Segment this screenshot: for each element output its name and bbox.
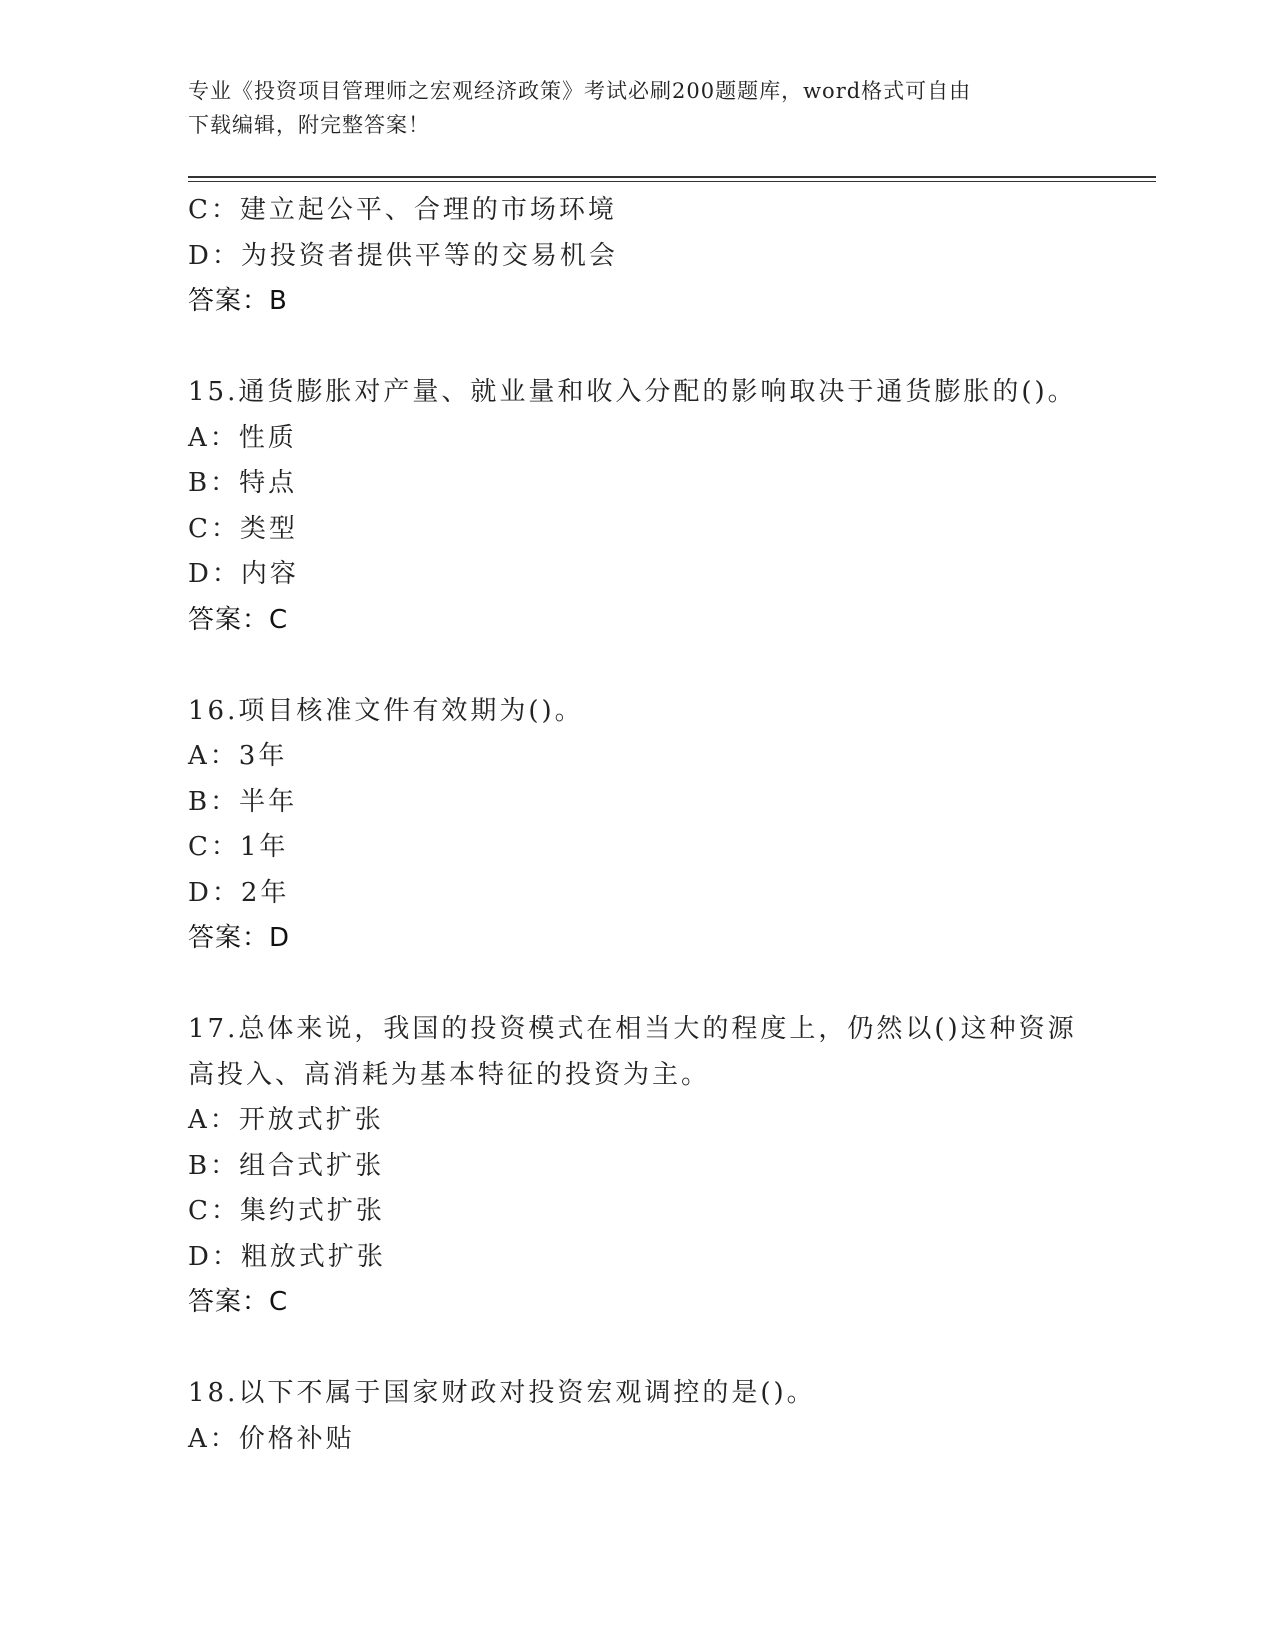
header-line-1: 专业《投资项目管理师之宏观经济政策》考试必刷200题题库，word格式可自由 bbox=[188, 79, 972, 103]
question-stem: 15.通货膨胀对产量、就业量和收入分配的影响取决于通货膨胀的()。 bbox=[188, 377, 1077, 407]
document-header bbox=[188, 74, 1068, 142]
question-17 bbox=[188, 1007, 1088, 1326]
option-d: D：为投资者提供平等的交易机会 bbox=[188, 240, 618, 271]
option-a: A：3年 bbox=[188, 741, 288, 771]
option-b: B：组合式扩张 bbox=[188, 1150, 385, 1181]
question-16 bbox=[188, 689, 1088, 962]
option-c: C：类型 bbox=[188, 513, 298, 544]
header-divider-thin bbox=[188, 181, 1156, 182]
option-b: B：半年 bbox=[188, 786, 298, 817]
answer-line: 答案：C bbox=[188, 604, 289, 635]
option-a: A：性质 bbox=[188, 422, 297, 453]
option-c: C：1年 bbox=[188, 832, 289, 862]
question-stem: 18.以下不属于国家财政对投资宏观调控的是()。 bbox=[188, 1378, 816, 1408]
header-line-2: 下载编辑，附完整答案！ bbox=[188, 113, 430, 137]
question-stem: 17.总体来说，我国的投资模式在相当大的程度上，仍然以()这种资源 bbox=[188, 1014, 1077, 1044]
answer-line: 答案：D bbox=[188, 923, 291, 953]
question-list bbox=[188, 188, 1088, 1462]
question-stem: 16.项目核准文件有效期为()。 bbox=[188, 695, 584, 726]
option-c: C：集约式扩张 bbox=[188, 1196, 385, 1226]
option-d: D：2年 bbox=[188, 877, 290, 908]
header-divider-thick bbox=[188, 176, 1156, 178]
answer-line: 答案：B bbox=[188, 286, 288, 316]
question-18 bbox=[188, 1371, 1088, 1462]
question-stem-continued: 高投入、高消耗为基本特征的投资为主。 bbox=[188, 1059, 711, 1090]
question-15 bbox=[188, 370, 1088, 643]
option-d: D：粗放式扩张 bbox=[188, 1241, 386, 1272]
option-b: B：特点 bbox=[188, 468, 298, 498]
previous-question-tail bbox=[188, 188, 1088, 325]
option-c: C：建立起公平、合理的市场环境 bbox=[188, 195, 617, 225]
option-d: D：内容 bbox=[188, 559, 299, 589]
option-a: A：开放式扩张 bbox=[188, 1105, 384, 1135]
option-a: A：价格补贴 bbox=[188, 1423, 355, 1454]
answer-line: 答案：C bbox=[188, 1287, 289, 1317]
